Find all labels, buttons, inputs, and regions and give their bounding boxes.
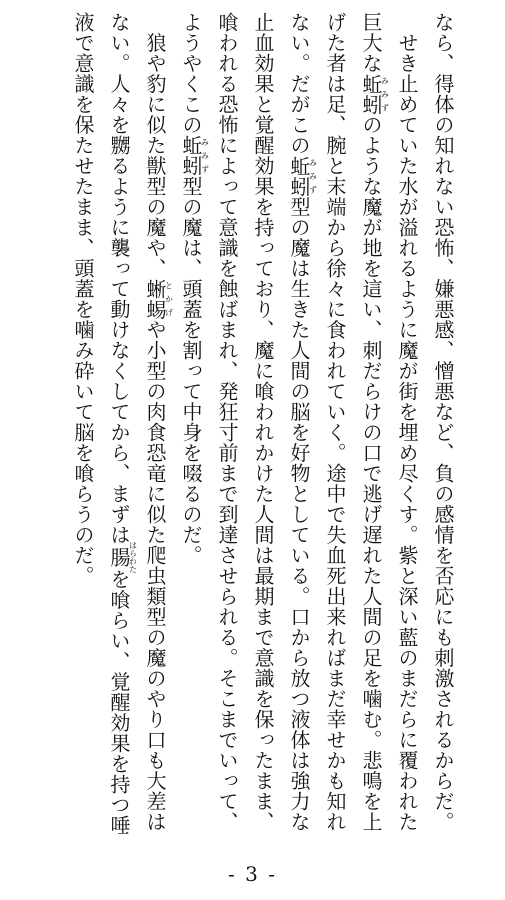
text-run: や小型の肉食恐竜に似た爬虫類型の魔のやり口も大差はない。人々を嬲るように襲って動けなくしてから、まずは (107, 12, 167, 832)
ruby-base: 蚯蚓 (179, 135, 203, 176)
ruby-word (179, 135, 210, 176)
ruby-base: 蚯蚓 (359, 73, 383, 115)
paragraph (173, 12, 425, 848)
text-run: のような魔が地を這い、刺だらけの口で逃げ遅れた人間の足を噛む。悲鳴を上げた者は足、腕と末端から徐々に食われていく。途中で失血死出来ればまだ幸せかも知れない。だがこの (287, 12, 383, 832)
ruby-reading: みみず (380, 73, 390, 115)
ruby-reading: とかげ (164, 278, 174, 320)
ruby-word (107, 541, 138, 573)
page-number: - 3 - (228, 862, 277, 886)
ruby-word (143, 278, 174, 320)
ruby-reading: みみず (200, 135, 210, 176)
text-run: 型の魔は生きた人間の脳を好物としている。口から放つ液体は強力な止血効果と覚醒効果を持っており、魔に喰われかけた人間は最期まで意識を保ったまま、喰われる恐怖によって意識を蝕ばまれ、発狂寸前まで到達させられる。そこまでいって、ようやくこの (179, 12, 311, 832)
ruby-base: 蚯蚓 (287, 155, 311, 197)
vertical-text-body (31, 12, 461, 848)
paragraph (425, 12, 461, 848)
text-run: 型の魔は、頭蓋を割って中身を啜るのだ。 (179, 176, 203, 566)
text-run: 狼や豹に似た獣型の魔や、 (143, 12, 167, 279)
ruby-base: 蜥蜴 (143, 278, 167, 320)
text-run: せき止めていた水が溢れるように魔が街を埋め尽くす。紫と深い藍のまだらに覆われた巨大な (359, 12, 419, 832)
ruby-word (287, 155, 318, 197)
text-run: なら、得体の知れない恐怖、嫌悪感、憎悪など、負の感情を否応にも刺激されるからだ。 (431, 12, 455, 832)
ruby-word (359, 73, 390, 115)
ruby-reading: はらわた (128, 541, 138, 573)
paragraph (65, 12, 173, 848)
ruby-reading: みみず (308, 155, 318, 197)
text-run: を喰らい、覚醒効果を持つ唾液で意識を保たせたまま、頭蓋を噛み砕いて脳を喰らうのだ。 (71, 12, 131, 836)
ruby-base: 腸 (107, 541, 131, 573)
